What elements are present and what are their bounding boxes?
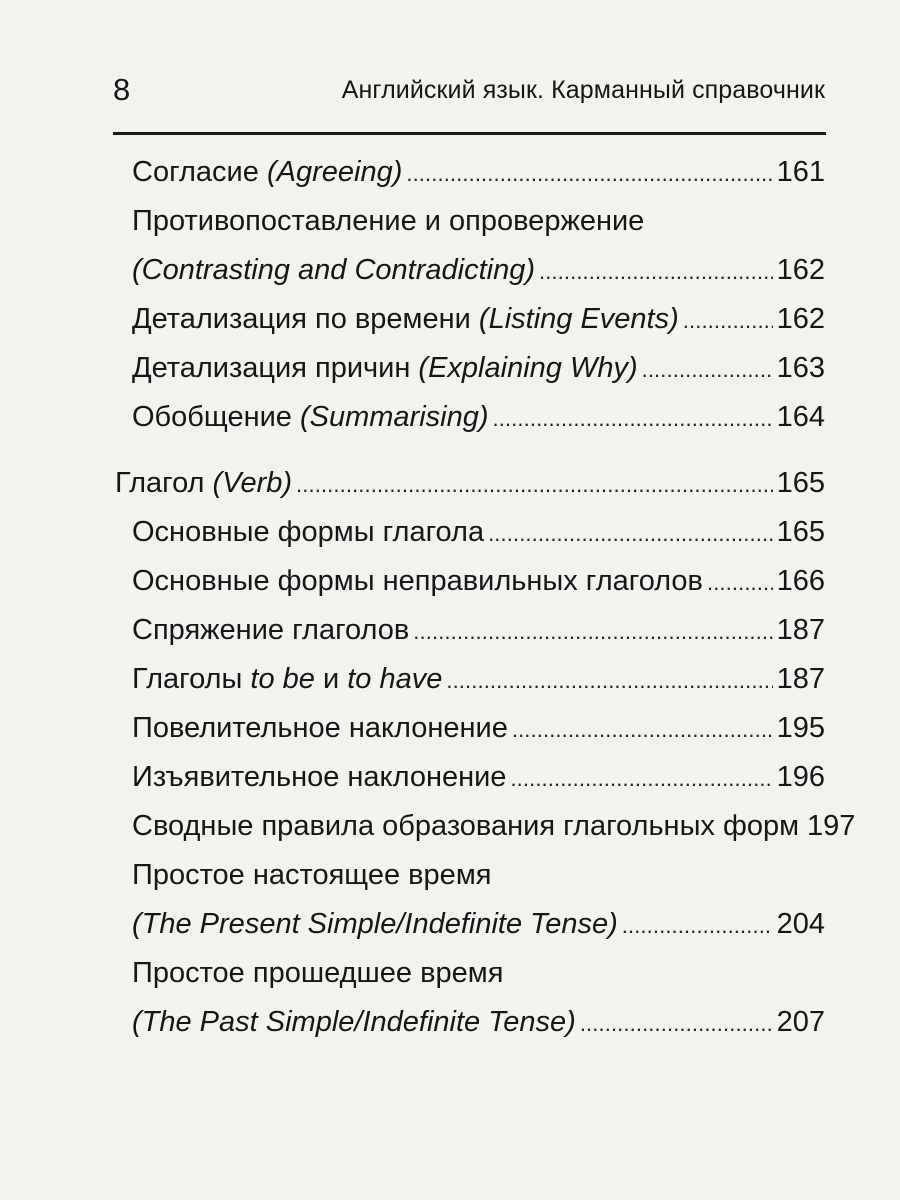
leader-dots [539, 247, 773, 296]
toc-entry [113, 606, 825, 655]
leader-dots [707, 558, 773, 607]
toc-page-number: 165 [776, 516, 825, 548]
header-rule [113, 132, 826, 135]
toc-entry [113, 704, 825, 753]
toc-entry [113, 753, 825, 802]
toc-page-number: 204 [776, 908, 825, 940]
toc-entry [113, 998, 825, 1047]
toc-entry-text: Повелительное наклонение [132, 712, 508, 744]
leader-dots [642, 345, 773, 394]
toc-page-number: 161 [776, 156, 825, 188]
toc-entry [113, 393, 825, 442]
toc-page-number: 162 [776, 303, 825, 335]
leader-dots [683, 296, 773, 345]
toc-entry-italic: (The Past Simple/Indefinite Tense) [132, 1006, 576, 1038]
toc-entry-text: Глаголы [132, 663, 251, 695]
leader-dots [406, 149, 772, 198]
toc-page-number: 197 [807, 810, 856, 842]
toc-entry-text: Обобщение [132, 401, 300, 433]
leader-dots [510, 754, 772, 803]
toc-entry-text: Сводные правила образования глагольных форм [132, 810, 800, 842]
toc-entry-text: Простое настоящее время [132, 859, 492, 891]
toc-entry-text: Согласие [132, 156, 267, 188]
toc-entry-italic: to be [250, 663, 315, 695]
toc-page-number: 166 [776, 565, 825, 597]
toc-page-number: 162 [776, 254, 825, 286]
page-number: 8 [113, 72, 131, 107]
toc-entry [113, 246, 825, 295]
toc-entry-text: Детализация по времени [132, 303, 479, 335]
toc-entry [113, 851, 825, 900]
toc-page-number: 207 [776, 1006, 825, 1038]
toc-entry [113, 508, 825, 557]
toc-entry-text: Основные формы неправильных глаголов [132, 565, 703, 597]
toc-entry-italic: to have [347, 663, 443, 695]
toc-page-number: 195 [776, 712, 825, 744]
table-of-contents [113, 148, 856, 1047]
toc-entry [113, 949, 825, 998]
toc-entry-italic: (Summarising) [299, 401, 489, 433]
toc-entry [113, 557, 825, 606]
toc-entry-italic: (Agreeing) [266, 156, 403, 188]
running-title: Английский язык. Карманный справочник [341, 76, 825, 104]
toc-entry-text: Простое прошедшее время [132, 957, 504, 989]
toc-entry-text: Изъявительное наклонение [132, 761, 507, 793]
leader-dots [622, 901, 773, 950]
page-header [113, 72, 825, 112]
toc-page-number: 163 [776, 352, 825, 384]
toc-entry-italic: (Explaining Why) [418, 352, 638, 384]
toc-entry-text: Противопоставление и опровержение [132, 205, 645, 237]
toc-entry-italic: (Contrasting and Contradicting) [132, 254, 535, 286]
toc-entry [113, 344, 825, 393]
toc-entry [113, 655, 825, 704]
toc-page-number: 164 [776, 401, 825, 433]
toc-entry-italic: (The Present Simple/Indefinite Tense) [132, 908, 618, 940]
leader-dots [446, 656, 772, 705]
toc-entry-italic: (Verb) [212, 467, 293, 499]
leader-dots [413, 607, 772, 656]
toc-entry-text: Глагол [115, 467, 213, 499]
toc-page-number: 187 [776, 614, 825, 646]
toc-section-entry [113, 459, 825, 508]
toc-entry [113, 148, 825, 197]
toc-entry-text: Спряжение глаголов [132, 614, 410, 646]
toc-entry-italic: (Listing Events) [478, 303, 679, 335]
toc-entry-text: Основные формы глагола [132, 516, 485, 548]
toc-page-number: 165 [776, 467, 825, 499]
leader-dots [580, 999, 773, 1048]
toc-entry [113, 295, 825, 344]
leader-dots [512, 705, 773, 754]
toc-page-number: 196 [776, 761, 825, 793]
toc-entry [113, 802, 856, 851]
toc-entry [113, 900, 825, 949]
toc-page-number: 187 [776, 663, 825, 695]
leader-dots [488, 509, 773, 558]
leader-dots [296, 460, 773, 509]
toc-entry-text: и [314, 663, 348, 695]
toc-entry-text: Детализация причин [132, 352, 419, 384]
toc-entry [113, 197, 825, 246]
leader-dots [493, 394, 773, 443]
